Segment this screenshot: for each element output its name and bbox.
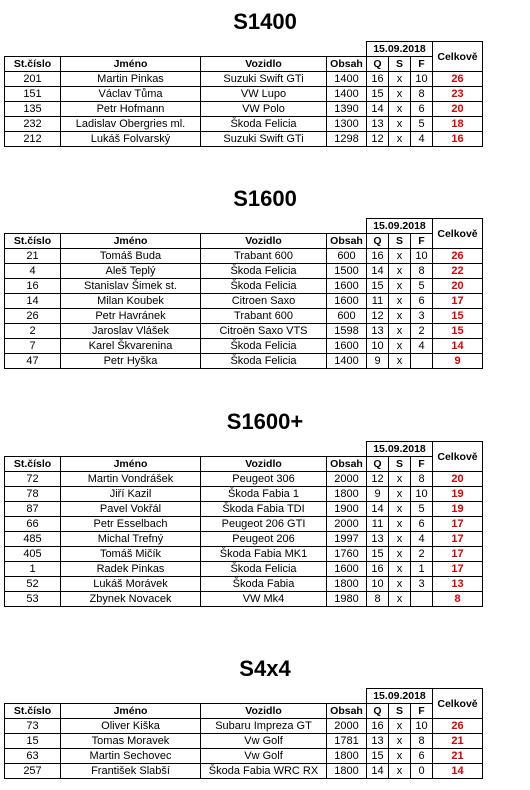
cell-car: VW Lupo — [201, 87, 327, 102]
cell-car: Peugeot 206 — [201, 532, 327, 547]
cell-st: 405 — [5, 547, 61, 562]
cell-s: x — [389, 72, 411, 87]
cell-total: 21 — [433, 749, 483, 764]
date-header: 15.09.2018 — [367, 442, 433, 457]
cell-car: Škoda Felicia — [201, 339, 327, 354]
cell-f: 5 — [411, 279, 433, 294]
cell-name: Zbynek Novacek — [61, 592, 201, 607]
column-header-q: Q — [367, 234, 389, 249]
cell-st: 7 — [5, 339, 61, 354]
cell-total: 14 — [433, 339, 483, 354]
cell-f: 5 — [411, 502, 433, 517]
cell-s: x — [389, 472, 411, 487]
column-header-st-cislo: St.číslo — [5, 457, 61, 472]
cell-st: 4 — [5, 264, 61, 279]
cell-s: x — [389, 562, 411, 577]
results-table — [4, 441, 483, 607]
cell-f: 4 — [411, 339, 433, 354]
cell-obsah: 1400 — [327, 72, 367, 87]
header-spacer — [5, 442, 367, 457]
column-header-vozidlo: Vozidlo — [201, 457, 327, 472]
cell-s: x — [389, 249, 411, 264]
table-row — [5, 117, 483, 132]
cell-name: Jiří Kazil — [61, 487, 201, 502]
cell-car: Citroen Saxo — [201, 294, 327, 309]
cell-q: 14 — [367, 764, 389, 779]
cell-obsah: 1600 — [327, 339, 367, 354]
cell-car: VW Polo — [201, 102, 327, 117]
cell-q: 12 — [367, 132, 389, 147]
cell-st: 87 — [5, 502, 61, 517]
cell-car: Škoda Fabia TDI — [201, 502, 327, 517]
table-row — [5, 132, 483, 147]
cell-f: 8 — [411, 472, 433, 487]
cell-q: 9 — [367, 354, 389, 369]
class-title: S4x4 — [239, 656, 291, 681]
cell-q: 14 — [367, 502, 389, 517]
cell-st: 52 — [5, 577, 61, 592]
cell-f: 6 — [411, 102, 433, 117]
cell-car: Škoda Fabia 1 — [201, 487, 327, 502]
column-header-q: Q — [367, 457, 389, 472]
table-row — [5, 294, 483, 309]
cell-obsah: 1300 — [327, 117, 367, 132]
cell-car: Citroën Saxo VTS — [201, 324, 327, 339]
header-spacer — [5, 219, 367, 234]
table-row — [5, 264, 483, 279]
cell-total: 22 — [433, 264, 483, 279]
cell-total: 18 — [433, 117, 483, 132]
cell-total: 21 — [433, 734, 483, 749]
cell-f: 10 — [411, 249, 433, 264]
header-spacer — [5, 42, 367, 57]
cell-s: x — [389, 764, 411, 779]
column-header-celkove: Celkově — [433, 42, 483, 72]
cell-car: Vw Golf — [201, 734, 327, 749]
column-header-s: S — [389, 234, 411, 249]
cell-car: Škoda Fabia WRC RX — [201, 764, 327, 779]
column-header-f: F — [411, 457, 433, 472]
table-row — [5, 339, 483, 354]
cell-car: Škoda Felicia — [201, 562, 327, 577]
cell-st: 63 — [5, 749, 61, 764]
table-row — [5, 102, 483, 117]
cell-s: x — [389, 324, 411, 339]
cell-q: 16 — [367, 562, 389, 577]
cell-f: 10 — [411, 72, 433, 87]
cell-q: 13 — [367, 734, 389, 749]
cell-s: x — [389, 734, 411, 749]
cell-obsah: 1600 — [327, 562, 367, 577]
cell-f: 10 — [411, 487, 433, 502]
cell-obsah: 1298 — [327, 132, 367, 147]
cell-name: Karel Škvarenina — [61, 339, 201, 354]
cell-q: 12 — [367, 472, 389, 487]
date-header: 15.09.2018 — [367, 219, 433, 234]
cell-s: x — [389, 87, 411, 102]
column-header-jmeno: Jméno — [61, 57, 201, 72]
cell-obsah: 1900 — [327, 502, 367, 517]
cell-st: 15 — [5, 734, 61, 749]
cell-total: 26 — [433, 72, 483, 87]
column-header-obsah: Obsah — [327, 457, 367, 472]
class-title: S1600+ — [226, 409, 304, 434]
cell-total: 17 — [433, 294, 483, 309]
cell-st: 485 — [5, 532, 61, 547]
cell-obsah: 1598 — [327, 324, 367, 339]
cell-q: 14 — [367, 102, 389, 117]
cell-s: x — [389, 264, 411, 279]
table-row — [5, 87, 483, 102]
cell-obsah: 1600 — [327, 279, 367, 294]
cell-st: 66 — [5, 517, 61, 532]
cell-total: 19 — [433, 502, 483, 517]
cell-q: 14 — [367, 264, 389, 279]
cell-st: 21 — [5, 249, 61, 264]
cell-q: 15 — [367, 279, 389, 294]
cell-name: Petr Havránek — [61, 309, 201, 324]
cell-obsah: 1400 — [327, 354, 367, 369]
column-header-jmeno: Jméno — [61, 234, 201, 249]
cell-st: 201 — [5, 72, 61, 87]
cell-s: x — [389, 547, 411, 562]
column-header-q: Q — [367, 57, 389, 72]
cell-car: Peugeot 306 — [201, 472, 327, 487]
cell-total: 26 — [433, 719, 483, 734]
cell-st: 14 — [5, 294, 61, 309]
column-header-vozidlo: Vozidlo — [201, 704, 327, 719]
cell-car: Trabant 600 — [201, 249, 327, 264]
table-row — [5, 764, 483, 779]
cell-s: x — [389, 309, 411, 324]
cell-car: Vw Golf — [201, 749, 327, 764]
column-header-s: S — [389, 704, 411, 719]
cell-car: Škoda Felicia — [201, 117, 327, 132]
cell-st: 257 — [5, 764, 61, 779]
cell-name: Lukáš Folvarský — [61, 132, 201, 147]
column-header-f: F — [411, 234, 433, 249]
class-title: S1600 — [233, 186, 297, 211]
table-row — [5, 72, 483, 87]
cell-name: Pavel Vokřál — [61, 502, 201, 517]
cell-st: 78 — [5, 487, 61, 502]
cell-name: Michal Trefný — [61, 532, 201, 547]
table-row — [5, 354, 483, 369]
column-header-f: F — [411, 57, 433, 72]
cell-f: 3 — [411, 309, 433, 324]
cell-name: Petr Hofmann — [61, 102, 201, 117]
cell-s: x — [389, 339, 411, 354]
table-row — [5, 324, 483, 339]
cell-obsah: 1400 — [327, 87, 367, 102]
cell-f: 10 — [411, 719, 433, 734]
cell-obsah: 1800 — [327, 764, 367, 779]
cell-st: 72 — [5, 472, 61, 487]
column-header-s: S — [389, 57, 411, 72]
cell-obsah: 600 — [327, 309, 367, 324]
cell-st: 73 — [5, 719, 61, 734]
cell-name: Martin Pinkas — [61, 72, 201, 87]
column-header-f: F — [411, 704, 433, 719]
cell-s: x — [389, 487, 411, 502]
cell-st: 47 — [5, 354, 61, 369]
cell-obsah: 1980 — [327, 592, 367, 607]
cell-st: 232 — [5, 117, 61, 132]
cell-st: 151 — [5, 87, 61, 102]
cell-obsah: 2000 — [327, 517, 367, 532]
column-header-vozidlo: Vozidlo — [201, 57, 327, 72]
date-header: 15.09.2018 — [367, 689, 433, 704]
cell-st: 53 — [5, 592, 61, 607]
cell-st: 26 — [5, 309, 61, 324]
column-header-celkove: Celkově — [433, 689, 483, 719]
cell-car: Škoda Felicia — [201, 279, 327, 294]
cell-name: Václav Tůma — [61, 87, 201, 102]
cell-total: 8 — [433, 592, 483, 607]
cell-total: 14 — [433, 764, 483, 779]
cell-s: x — [389, 279, 411, 294]
table-row — [5, 309, 483, 324]
cell-name: Jaroslav Vlášek — [61, 324, 201, 339]
results-table — [4, 41, 483, 147]
column-header-jmeno: Jméno — [61, 704, 201, 719]
cell-s: x — [389, 294, 411, 309]
date-header: 15.09.2018 — [367, 42, 433, 57]
cell-s: x — [389, 102, 411, 117]
cell-name: Tomas Moravek — [61, 734, 201, 749]
cell-f: 6 — [411, 517, 433, 532]
cell-q: 13 — [367, 532, 389, 547]
cell-obsah: 1600 — [327, 294, 367, 309]
cell-q: 11 — [367, 517, 389, 532]
cell-s: x — [389, 502, 411, 517]
cell-obsah: 1800 — [327, 749, 367, 764]
cell-q: 15 — [367, 87, 389, 102]
cell-f: 4 — [411, 132, 433, 147]
cell-st: 212 — [5, 132, 61, 147]
cell-obsah: 1500 — [327, 264, 367, 279]
cell-name: Lukáš Morávek — [61, 577, 201, 592]
column-header-st-cislo: St.číslo — [5, 704, 61, 719]
cell-f: 1 — [411, 562, 433, 577]
cell-car: Trabant 600 — [201, 309, 327, 324]
cell-f: 3 — [411, 577, 433, 592]
cell-s: x — [389, 532, 411, 547]
cell-total: 20 — [433, 102, 483, 117]
cell-obsah: 2000 — [327, 472, 367, 487]
table-row — [5, 472, 483, 487]
cell-total: 15 — [433, 309, 483, 324]
cell-f: 6 — [411, 749, 433, 764]
cell-st: 16 — [5, 279, 61, 294]
cell-total: 17 — [433, 562, 483, 577]
column-header-q: Q — [367, 704, 389, 719]
cell-q: 10 — [367, 339, 389, 354]
cell-total: 17 — [433, 532, 483, 547]
cell-total: 26 — [433, 249, 483, 264]
cell-name: Ladislav Obergries ml. — [61, 117, 201, 132]
cell-car: Škoda Fabia MK1 — [201, 547, 327, 562]
table-row — [5, 547, 483, 562]
cell-car: Suzuki Swift GTi — [201, 72, 327, 87]
cell-f: 6 — [411, 294, 433, 309]
cell-f: 2 — [411, 547, 433, 562]
cell-s: x — [389, 749, 411, 764]
cell-total: 20 — [433, 279, 483, 294]
cell-car: Subaru Impreza GT — [201, 719, 327, 734]
cell-st: 2 — [5, 324, 61, 339]
cell-obsah: 1781 — [327, 734, 367, 749]
results-table — [4, 218, 483, 369]
cell-car: Škoda Fabia — [201, 577, 327, 592]
table-row — [5, 749, 483, 764]
cell-s: x — [389, 117, 411, 132]
column-header-st-cislo: St.číslo — [5, 234, 61, 249]
cell-obsah: 1800 — [327, 577, 367, 592]
class-title: S1400 — [233, 9, 297, 34]
table-row — [5, 249, 483, 264]
column-header-celkove: Celkově — [433, 442, 483, 472]
cell-name: Petr Esselbach — [61, 517, 201, 532]
cell-f — [411, 592, 433, 607]
cell-name: Petr Hyška — [61, 354, 201, 369]
cell-q: 13 — [367, 117, 389, 132]
column-header-vozidlo: Vozidlo — [201, 234, 327, 249]
cell-obsah: 1997 — [327, 532, 367, 547]
cell-q: 16 — [367, 72, 389, 87]
cell-f: 8 — [411, 734, 433, 749]
cell-s: x — [389, 719, 411, 734]
cell-q: 16 — [367, 249, 389, 264]
table-row — [5, 719, 483, 734]
cell-obsah: 2000 — [327, 719, 367, 734]
table-row — [5, 577, 483, 592]
cell-name: Tomáš Mičík — [61, 547, 201, 562]
column-header-celkove: Celkově — [433, 219, 483, 249]
column-header-s: S — [389, 457, 411, 472]
cell-name: Stanislav Šimek st. — [61, 279, 201, 294]
cell-total: 13 — [433, 577, 483, 592]
cell-q: 16 — [367, 719, 389, 734]
table-row — [5, 502, 483, 517]
table-row — [5, 532, 483, 547]
table-row — [5, 592, 483, 607]
column-header-st-cislo: St.číslo — [5, 57, 61, 72]
table-row — [5, 279, 483, 294]
column-header-obsah: Obsah — [327, 234, 367, 249]
cell-f: 8 — [411, 87, 433, 102]
cell-total: 23 — [433, 87, 483, 102]
cell-q: 10 — [367, 577, 389, 592]
cell-st: 1 — [5, 562, 61, 577]
header-spacer — [5, 689, 367, 704]
cell-f: 4 — [411, 532, 433, 547]
cell-name: Martin Sechovec — [61, 749, 201, 764]
cell-st: 135 — [5, 102, 61, 117]
cell-name: Martin Vondrášek — [61, 472, 201, 487]
table-row — [5, 734, 483, 749]
cell-total: 9 — [433, 354, 483, 369]
cell-q: 8 — [367, 592, 389, 607]
cell-name: Milan Koubek — [61, 294, 201, 309]
cell-car: Škoda Felicia — [201, 354, 327, 369]
column-header-obsah: Obsah — [327, 704, 367, 719]
cell-s: x — [389, 577, 411, 592]
cell-total: 19 — [433, 487, 483, 502]
cell-total: 17 — [433, 517, 483, 532]
cell-f: 5 — [411, 117, 433, 132]
cell-f — [411, 354, 433, 369]
cell-total: 17 — [433, 547, 483, 562]
cell-q: 9 — [367, 487, 389, 502]
cell-q: 15 — [367, 749, 389, 764]
cell-s: x — [389, 592, 411, 607]
cell-obsah: 600 — [327, 249, 367, 264]
column-header-jmeno: Jméno — [61, 457, 201, 472]
cell-name: Tomáš Buda — [61, 249, 201, 264]
cell-obsah: 1760 — [327, 547, 367, 562]
cell-name: Oliver Kiška — [61, 719, 201, 734]
cell-total: 16 — [433, 132, 483, 147]
cell-total: 20 — [433, 472, 483, 487]
cell-car: Suzuki Swift GTi — [201, 132, 327, 147]
cell-q: 11 — [367, 294, 389, 309]
cell-name: František Slabší — [61, 764, 201, 779]
cell-f: 8 — [411, 264, 433, 279]
cell-q: 15 — [367, 547, 389, 562]
results-table — [4, 688, 483, 779]
cell-car: Škoda Felicia — [201, 264, 327, 279]
cell-obsah: 1390 — [327, 102, 367, 117]
cell-total: 15 — [433, 324, 483, 339]
cell-q: 13 — [367, 324, 389, 339]
cell-car: Peugeot 206 GTI — [201, 517, 327, 532]
cell-f: 2 — [411, 324, 433, 339]
cell-name: Radek Pinkas — [61, 562, 201, 577]
table-row — [5, 517, 483, 532]
table-row — [5, 487, 483, 502]
column-header-obsah: Obsah — [327, 57, 367, 72]
cell-s: x — [389, 354, 411, 369]
cell-f: 0 — [411, 764, 433, 779]
cell-q: 12 — [367, 309, 389, 324]
table-row — [5, 562, 483, 577]
cell-s: x — [389, 132, 411, 147]
cell-car: VW Mk4 — [201, 592, 327, 607]
cell-obsah: 1800 — [327, 487, 367, 502]
cell-name: Aleš Teplý — [61, 264, 201, 279]
cell-s: x — [389, 517, 411, 532]
